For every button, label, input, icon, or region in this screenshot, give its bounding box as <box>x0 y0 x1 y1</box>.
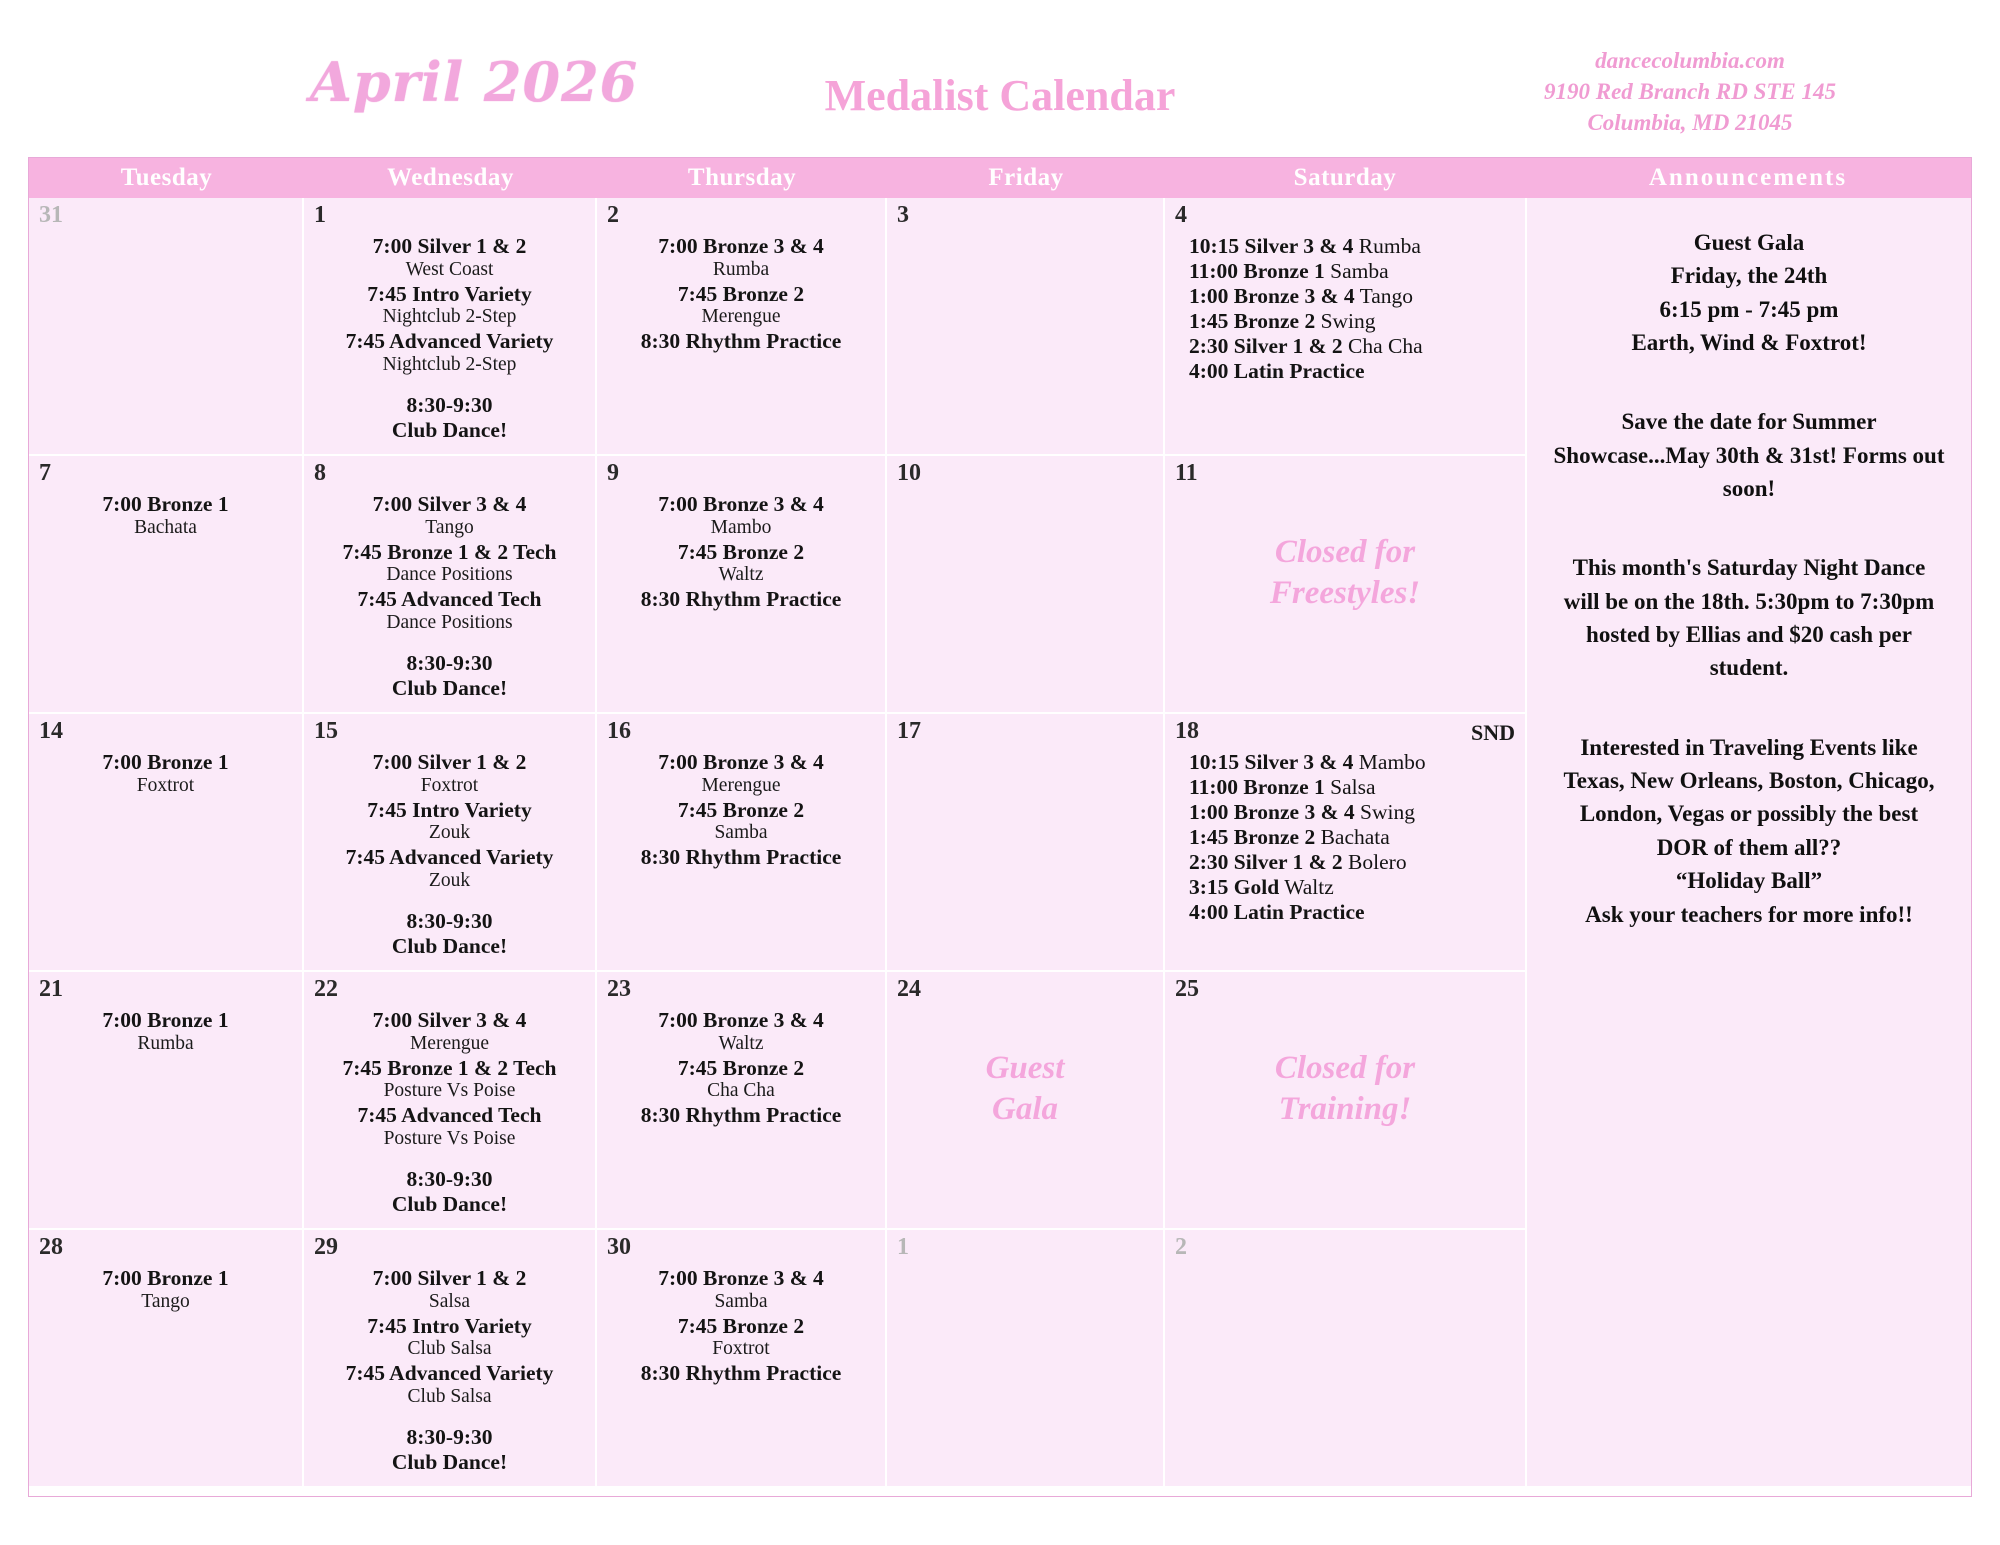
day-number: 3 <box>897 202 909 228</box>
event-list <box>603 234 879 354</box>
closed-note-line: Closed for <box>1274 534 1416 570</box>
event-title: 7:00 Silver 1 & 2 <box>372 234 527 258</box>
event-title: 7:45 Bronze 1 & 2 Tech <box>342 1055 557 1080</box>
event-list <box>310 750 589 959</box>
event-style: Rumba <box>137 1032 194 1054</box>
day-number: 4 <box>1175 202 1187 228</box>
week-rows <box>29 198 1525 1486</box>
announcement-line: Ask your teachers for more info!! <box>1585 901 1913 927</box>
event-title: 7:45 Bronze 2 <box>677 797 805 822</box>
day-cell[interactable] <box>29 972 304 1228</box>
event-style: Salsa <box>1324 774 1376 799</box>
day-number: 1 <box>314 202 326 228</box>
day-header-row <box>29 158 1971 198</box>
day-cell[interactable] <box>1165 1230 1525 1486</box>
day-number: 11 <box>1175 460 1198 486</box>
announcement-line: “Holiday Ball” <box>1675 868 1823 894</box>
event-style: West Coast <box>405 258 494 280</box>
studio-address-line1: 9190 Red Branch RD STE 145 <box>1543 79 1836 105</box>
day-header-thursday: Thursday <box>687 164 797 191</box>
day-cell[interactable] <box>304 972 597 1228</box>
day-number: 10 <box>897 460 921 486</box>
calendar-grid <box>28 157 1972 1497</box>
closed-note-line: Guest <box>985 1050 1065 1086</box>
day-cell[interactable] <box>597 972 887 1228</box>
day-header-wednesday: Wednesday <box>387 164 514 191</box>
event-list <box>310 492 589 701</box>
event-spacer <box>310 893 589 909</box>
day-cell[interactable] <box>887 714 1165 970</box>
event-style: Waltz <box>1279 874 1334 899</box>
event-title: 8:30-9:30 <box>406 908 493 933</box>
event-style: Bachata <box>134 516 197 538</box>
announcement-line: Save the date for Summer Showcase...May 30th & 31st! Forms out soon! <box>1553 409 1945 502</box>
day-number: 23 <box>607 976 631 1002</box>
event-list <box>35 750 296 798</box>
event-list <box>603 1008 879 1128</box>
day-number: 17 <box>897 718 921 744</box>
event-title: 7:45 Advanced Tech <box>357 1103 542 1128</box>
event-title: 8:30-9:30 <box>406 1424 493 1449</box>
announcements-panel <box>1525 198 1971 1486</box>
event-style: Foxtrot <box>136 774 195 796</box>
event-title: 7:00 Bronze 3 & 4 <box>658 1266 824 1290</box>
day-number: 7 <box>39 460 51 486</box>
event-style: Waltz <box>718 1032 764 1054</box>
announcement-line: Guest Gala <box>1693 230 1805 255</box>
day-number: 8 <box>314 460 326 486</box>
event-list <box>603 1266 879 1386</box>
day-number: 2 <box>607 202 619 228</box>
event-title: Club Dance! <box>391 1191 508 1216</box>
event-style: Merengue <box>701 306 781 328</box>
event-title: 2:30 Silver 1 & 2 Cha Cha <box>1189 333 1423 358</box>
day-number: 14 <box>39 718 63 744</box>
day-number: 2 <box>1175 1234 1187 1260</box>
announcement-line: This month's Saturday Night Dance will be on the 18th. 5:30pm to 7:30pm hosted by Ellias and $20 cash per student. <box>1563 555 1935 681</box>
day-cell[interactable] <box>1165 456 1525 712</box>
event-list <box>1171 234 1519 384</box>
event-title: 7:45 Intro Variety <box>367 1313 532 1338</box>
day-cell[interactable] <box>29 1230 304 1486</box>
calendar-body <box>29 198 1971 1486</box>
event-title: 7:00 Bronze 3 & 4 <box>658 492 824 516</box>
day-number: 21 <box>39 976 63 1002</box>
event-style: Foxtrot <box>712 1338 770 1360</box>
event-style: Swing <box>1354 799 1415 824</box>
event-style: Nightclub 2-Step <box>382 306 517 328</box>
page-header <box>0 0 2000 155</box>
event-title: 7:45 Bronze 2 <box>677 539 805 564</box>
event-title: 7:00 Silver 1 & 2 <box>372 750 527 774</box>
event-title: 8:30 Rhythm Practice <box>640 845 842 870</box>
day-header-tuesday: Tuesday <box>120 164 213 191</box>
event-title: 1:45 Bronze 2 Bachata <box>1189 824 1390 849</box>
event-title: 7:45 Bronze 1 & 2 Tech <box>342 539 557 564</box>
event-title: Club Dance! <box>391 675 508 700</box>
day-cell[interactable] <box>29 456 304 712</box>
event-style: Zouk <box>428 870 471 892</box>
studio-info <box>1440 45 1940 138</box>
event-title: 1:45 Bronze 2 Swing <box>1189 308 1376 333</box>
event-list <box>310 1008 589 1217</box>
closed-note-line: Training! <box>1278 1091 1412 1128</box>
event-spacer <box>310 1409 589 1425</box>
announcement-item <box>1553 731 1945 931</box>
snd-badge: SND <box>1470 720 1515 745</box>
event-list <box>35 492 296 540</box>
event-title: 1:00 Bronze 3 & 4 Tango <box>1189 283 1414 308</box>
event-style: Merengue <box>409 1032 490 1054</box>
day-cell[interactable] <box>1165 972 1525 1228</box>
day-cell[interactable] <box>887 972 1165 1228</box>
announcement-line: Earth, Wind & Foxtrot! <box>1631 330 1867 356</box>
event-title: 7:00 Silver 3 & 4 <box>372 492 527 516</box>
event-style: Cha Cha <box>1342 333 1423 358</box>
event-title: 7:00 Bronze 1 <box>102 750 229 774</box>
event-list <box>35 1008 296 1056</box>
day-cell[interactable] <box>597 456 887 712</box>
event-title: 7:45 Advanced Variety <box>345 329 554 354</box>
announcement-item <box>1553 551 1945 684</box>
event-style: Club Salsa <box>407 1338 492 1360</box>
closed-note-line: Gala <box>992 1091 1058 1128</box>
day-number: 31 <box>39 202 63 228</box>
event-style: Samba <box>714 822 768 844</box>
week-row <box>29 972 1525 1230</box>
event-style: Swing <box>1315 308 1376 333</box>
event-title: 7:45 Bronze 2 <box>677 1313 805 1338</box>
event-style: Bolero <box>1342 849 1407 874</box>
day-cell[interactable] <box>304 198 597 454</box>
day-number: 25 <box>1175 976 1199 1002</box>
event-title: 8:30-9:30 <box>406 650 493 675</box>
event-title: 7:00 Bronze 3 & 4 <box>658 750 824 774</box>
day-number: 28 <box>39 1234 63 1260</box>
event-style: Dance Positions <box>386 564 513 586</box>
day-header-announcements: Announcements <box>1648 164 1848 191</box>
announcement-line: Friday, the 24th <box>1670 263 1828 289</box>
day-number: 22 <box>314 976 338 1002</box>
event-title: 7:45 Advanced Tech <box>357 587 542 612</box>
week-row <box>29 456 1525 714</box>
event-style: Club Salsa <box>407 1386 492 1408</box>
event-title: 7:45 Advanced Variety <box>345 845 554 870</box>
event-title: 8:30 Rhythm Practice <box>640 1361 842 1386</box>
event-style: Samba <box>714 1290 768 1312</box>
closed-note <box>1171 1048 1519 1131</box>
day-cell[interactable] <box>887 456 1165 712</box>
event-style: Rumba <box>1353 234 1421 258</box>
day-cell[interactable] <box>1165 198 1525 454</box>
event-style: Zouk <box>428 822 471 844</box>
event-style: Waltz <box>718 564 764 586</box>
day-cell[interactable] <box>597 714 887 970</box>
event-title: 4:00 Latin Practice <box>1189 358 1365 383</box>
event-title: 7:00 Bronze 3 & 4 <box>658 234 824 258</box>
week-row <box>29 1230 1525 1486</box>
event-list <box>1171 750 1519 925</box>
event-style: Tango <box>141 1290 190 1312</box>
day-cell[interactable] <box>597 198 887 454</box>
day-cell[interactable] <box>304 456 597 712</box>
day-header-saturday: Saturday <box>1293 164 1397 191</box>
event-title: 8:30-9:30 <box>406 392 493 417</box>
event-style: Merengue <box>701 774 781 796</box>
day-header-friday: Friday <box>988 164 1064 191</box>
event-title: 7:00 Silver 3 & 4 <box>372 1008 527 1032</box>
event-list <box>310 234 589 443</box>
event-title: 7:00 Bronze 1 <box>102 492 229 516</box>
closed-note <box>893 1048 1157 1131</box>
day-cell[interactable] <box>29 714 304 970</box>
event-list <box>603 750 879 870</box>
studio-website: dancecolumbia.com <box>1595 48 1785 73</box>
event-title: 7:45 Bronze 2 <box>677 281 805 306</box>
day-number: 16 <box>607 718 631 744</box>
event-style: Tango <box>1354 283 1414 308</box>
day-cell[interactable] <box>597 1230 887 1486</box>
event-spacer <box>310 377 589 393</box>
announcement-line: Interested in Traveling Events like Texas, New Orleans, Boston, Chicago, London, Vegas or possibly the best DOR of them all?? <box>1563 734 1935 860</box>
closed-note-line: Freestyles! <box>1269 575 1421 612</box>
event-style: Mambo <box>1353 750 1426 774</box>
day-number: 1 <box>897 1234 909 1260</box>
event-title: 11:00 Bronze 1 Salsa <box>1189 774 1376 799</box>
event-title: 3:15 Gold Waltz <box>1189 874 1334 899</box>
event-title: 10:15 Silver 3 & 4 Mambo <box>1189 750 1426 774</box>
day-number: 18 <box>1175 718 1199 744</box>
event-style: Mambo <box>710 516 772 538</box>
event-title: 8:30-9:30 <box>406 1166 493 1191</box>
event-title: Club Dance! <box>391 933 508 958</box>
event-title: 7:45 Bronze 2 <box>677 1055 805 1080</box>
day-number: 15 <box>314 718 338 744</box>
closed-note <box>1171 532 1519 615</box>
day-cell[interactable] <box>887 1230 1165 1486</box>
event-title: 7:45 Intro Variety <box>367 797 532 822</box>
month-title: April 2026 <box>310 50 639 114</box>
announcement-item <box>1553 405 1945 505</box>
event-title: 10:15 Silver 3 & 4 Rumba <box>1189 234 1421 258</box>
event-title: 2:30 Silver 1 & 2 Bolero <box>1189 849 1407 874</box>
event-list <box>603 492 879 612</box>
announcement-line: 6:15 pm - 7:45 pm <box>1659 296 1839 322</box>
day-number: 24 <box>897 976 921 1002</box>
event-title: Club Dance! <box>391 417 508 442</box>
event-title: 7:00 Silver 1 & 2 <box>372 1266 527 1290</box>
event-style: Rumba <box>712 258 770 280</box>
event-title: 4:00 Latin Practice <box>1189 899 1365 924</box>
day-cell[interactable] <box>304 714 597 970</box>
event-style: Nightclub 2-Step <box>382 354 517 376</box>
event-style: Dance Positions <box>386 612 513 634</box>
event-title: 7:45 Advanced Variety <box>345 1361 554 1386</box>
event-style: Salsa <box>428 1290 471 1312</box>
day-number: 9 <box>607 460 619 486</box>
event-title: 7:45 Intro Variety <box>367 281 532 306</box>
event-title: 8:30 Rhythm Practice <box>640 587 842 612</box>
day-cell[interactable] <box>887 198 1165 454</box>
day-cell[interactable] <box>304 1230 597 1486</box>
event-style: Foxtrot <box>420 774 479 796</box>
event-title: 7:00 Bronze 1 <box>102 1266 229 1290</box>
event-title: 8:30 Rhythm Practice <box>640 329 842 354</box>
event-list <box>35 1266 296 1314</box>
week-row <box>29 714 1525 972</box>
event-title: 8:30 Rhythm Practice <box>640 1103 842 1128</box>
announcement-item <box>1553 226 1945 359</box>
event-style: Bachata <box>1315 824 1390 849</box>
event-style: Tango <box>425 516 474 538</box>
closed-note-line: Closed for <box>1274 1050 1416 1086</box>
day-cell[interactable] <box>1165 714 1525 970</box>
event-title: 1:00 Bronze 3 & 4 Swing <box>1189 799 1415 824</box>
event-title: Club Dance! <box>391 1449 508 1474</box>
day-number: 30 <box>607 1234 631 1260</box>
studio-address-line2: Columbia, MD 21045 <box>1587 110 1793 136</box>
event-title: 7:00 Bronze 3 & 4 <box>658 1008 824 1032</box>
event-title: 11:00 Bronze 1 Samba <box>1189 258 1389 283</box>
event-list <box>310 1266 589 1475</box>
week-row <box>29 198 1525 456</box>
event-style: Cha Cha <box>707 1080 775 1102</box>
day-cell[interactable] <box>29 198 304 454</box>
event-spacer <box>310 635 589 651</box>
event-title: 7:00 Bronze 1 <box>102 1008 229 1032</box>
calendar-title: Medalist Calendar <box>824 71 1176 120</box>
event-style: Posture Vs Poise <box>383 1080 516 1102</box>
event-style: Posture Vs Poise <box>383 1128 516 1150</box>
event-spacer <box>310 1151 589 1167</box>
day-number: 29 <box>314 1234 338 1260</box>
event-style: Samba <box>1324 258 1389 283</box>
